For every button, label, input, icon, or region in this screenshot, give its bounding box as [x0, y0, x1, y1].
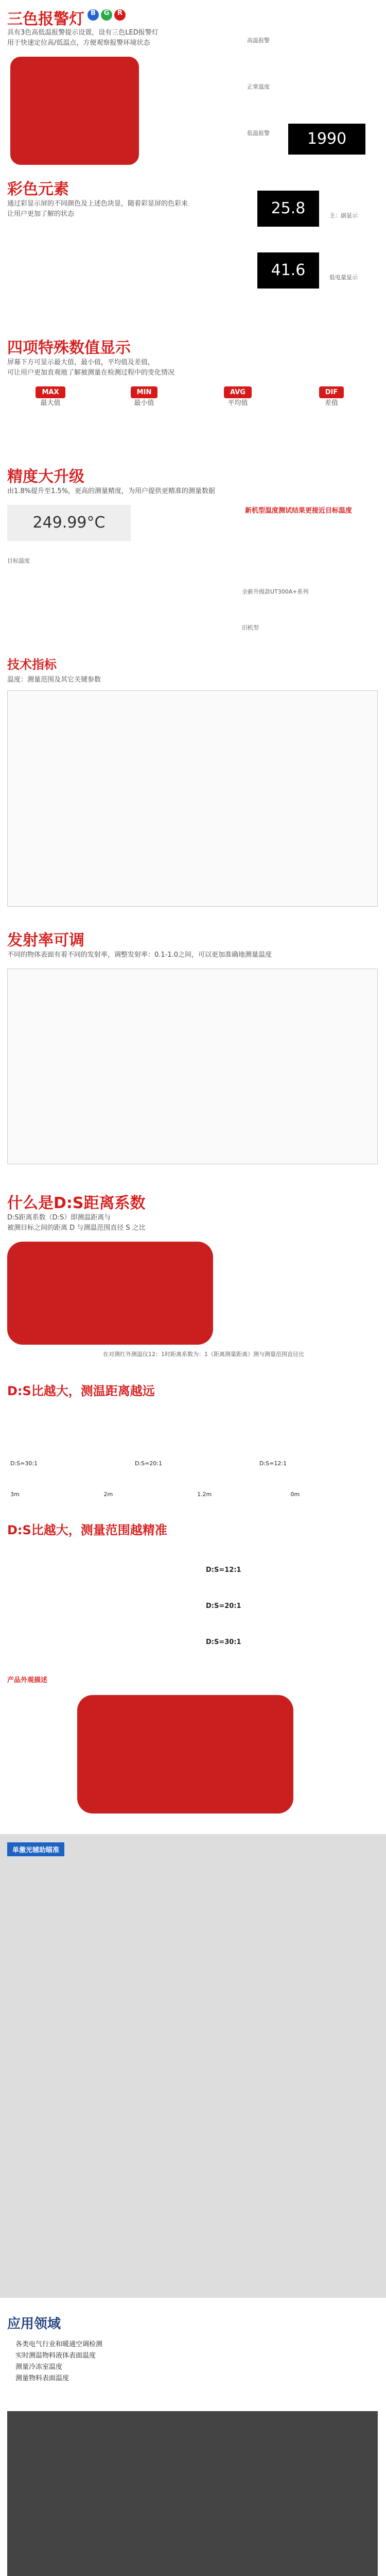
min-item [101, 386, 187, 409]
application-item-1: 各类电气行业和暖通空调检测 [15, 2341, 103, 2348]
ds-note: 在对测红外测温仪12：1时距离系数为：1（距离测量距离）测与测量范围直径比 [103, 1351, 304, 1358]
section-color [0, 170, 386, 325]
emissivity-title: 发射率可调 [7, 931, 84, 950]
ds-distance-title: D:S比越大，测温距离越远 [7, 1384, 155, 1398]
specs-title: 技术指标 [7, 657, 57, 672]
section-accuracy [0, 459, 386, 644]
section-values [0, 330, 386, 453]
thermometer-image [10, 57, 139, 165]
precision-ratio-12: D:S=12:1 [206, 1566, 241, 1574]
color-desc-1: 通过彩显示屏的不同颜色及上述色块显，随着彩显屏的色彩来 [7, 200, 188, 208]
section-applications [0, 2308, 386, 2576]
emissivity-desc: 不同的物体表面有着不同的发射率，调整发射率：0.1-1.0之间，可以更加准确地测量温度 [7, 951, 272, 959]
digit-display: 1990 [288, 124, 365, 155]
min-label: 最小值 [134, 399, 154, 407]
dist-3m: 3m [10, 1491, 20, 1498]
laser-title: 单激光辅助瞄准 [7, 1842, 64, 1856]
avg-tag: AVG [224, 386, 252, 398]
section-alarm [0, 0, 386, 170]
reading-main: 25.8 [257, 191, 319, 227]
alarm-desc-2: 用于快速定位高/低温点，方便观察报警环境状态 [7, 39, 150, 47]
section-laser [0, 1834, 386, 2298]
label-low-battery: 低电量显示 [329, 274, 358, 281]
thermometer-gun-image [7, 1242, 213, 1345]
color-desc-2: 让用户更加了解的状态 [7, 210, 75, 218]
ratio-12: D:S=12:1 [259, 1460, 287, 1467]
appearance-subtitle: 产品外观描述 [7, 1676, 48, 1684]
precision-ratio-30: D:S=30:1 [206, 1638, 241, 1646]
dist-1-2m: 1.2m [197, 1491, 212, 1498]
appearance-image [77, 1695, 293, 1814]
values-desc-1: 屏幕下方可显示最大值，最小值，平均值及差值， [7, 359, 155, 366]
label-target: 目标温度 [7, 557, 30, 564]
ds-desc-2: 被测目标之间的距离 D 与测温范围直径 S 之比 [7, 1224, 146, 1232]
label-new: 全新升级款UT300A+系列 [242, 588, 309, 595]
alarm-desc-1: 具有3色高低温报警提示设置，设有三色LED报警灯 [7, 29, 159, 37]
distance-row [7, 1489, 378, 1500]
badge-g: G [101, 9, 112, 21]
accuracy-tag: 新机型温度测试结果更接近目标温度 [244, 507, 352, 515]
ds-title: 什么是D:S距离系数 [7, 1194, 146, 1212]
ds-precision-title: D:S比越大，测量范围越精准 [7, 1523, 167, 1537]
dif-item [288, 386, 375, 409]
label-normal: 正常温度 [247, 83, 270, 90]
section-ds-precision [0, 1515, 386, 1824]
min-tag: MIN [131, 386, 158, 398]
application-item-3: 测量冷冻室温度 [15, 2363, 63, 2371]
color-badges [87, 9, 126, 21]
color-title: 彩色元素 [7, 180, 69, 198]
ratio-30: D:S=30:1 [10, 1460, 38, 1467]
section-ds [0, 1185, 386, 1370]
specs-note: 温度：测量范围及其它关键参数 [7, 676, 101, 684]
max-item [7, 386, 94, 409]
ds-ratio-row [7, 1458, 378, 1469]
accuracy-title: 精度大升级 [7, 468, 84, 486]
alarm-title: 三色报警灯 [7, 10, 84, 28]
values-list [7, 386, 375, 409]
avg-item [195, 386, 281, 409]
precision-ratio-20: D:S=20:1 [206, 1602, 241, 1610]
label-main-sub: 主：副显示 [329, 212, 358, 219]
reading-low-battery: 41.6 [257, 252, 319, 289]
section-specs [0, 649, 386, 917]
applications-title: 应用领域 [7, 2316, 61, 2332]
badge-b: B [87, 9, 99, 21]
applications-list [15, 2339, 102, 2384]
ratio-20: D:S=20:1 [135, 1460, 163, 1467]
dif-tag: DIF [319, 386, 344, 398]
label-high: 高温报警 [247, 37, 270, 44]
max-label: 最大值 [40, 399, 61, 407]
emissivity-table [7, 969, 378, 1164]
section-emissivity [0, 922, 386, 1180]
dist-0m: 0m [290, 1491, 300, 1498]
dist-2m: 2m [103, 1491, 113, 1498]
application-item-4: 测量物料表面温度 [15, 2375, 69, 2382]
accuracy-desc: 由1.8%提升至1.5%，更高的测量精度，为用户提供更精准的测量数据 [7, 487, 216, 495]
avg-label: 平均值 [227, 399, 248, 407]
temp-display: 249.99°C [7, 505, 131, 541]
specs-table [7, 690, 378, 907]
badge-r: R [114, 9, 126, 21]
applications-photos [7, 2411, 378, 2576]
ds-desc-1: D:S距离系数（D:S）即测温距离与 [7, 1214, 111, 1222]
label-old: 旧机型 [242, 624, 259, 631]
max-tag: MAX [36, 386, 65, 398]
values-desc-2: 可让用户更加直观地了解被测量在检测过程中的变化情况 [7, 369, 175, 377]
label-low: 低温报警 [247, 130, 270, 137]
section-ds-distance [0, 1376, 386, 1510]
dif-label: 差值 [324, 399, 338, 407]
application-item-2: 实时测温物料液体表面温度 [15, 2352, 96, 2360]
values-title: 四项特殊数值显示 [7, 339, 131, 357]
